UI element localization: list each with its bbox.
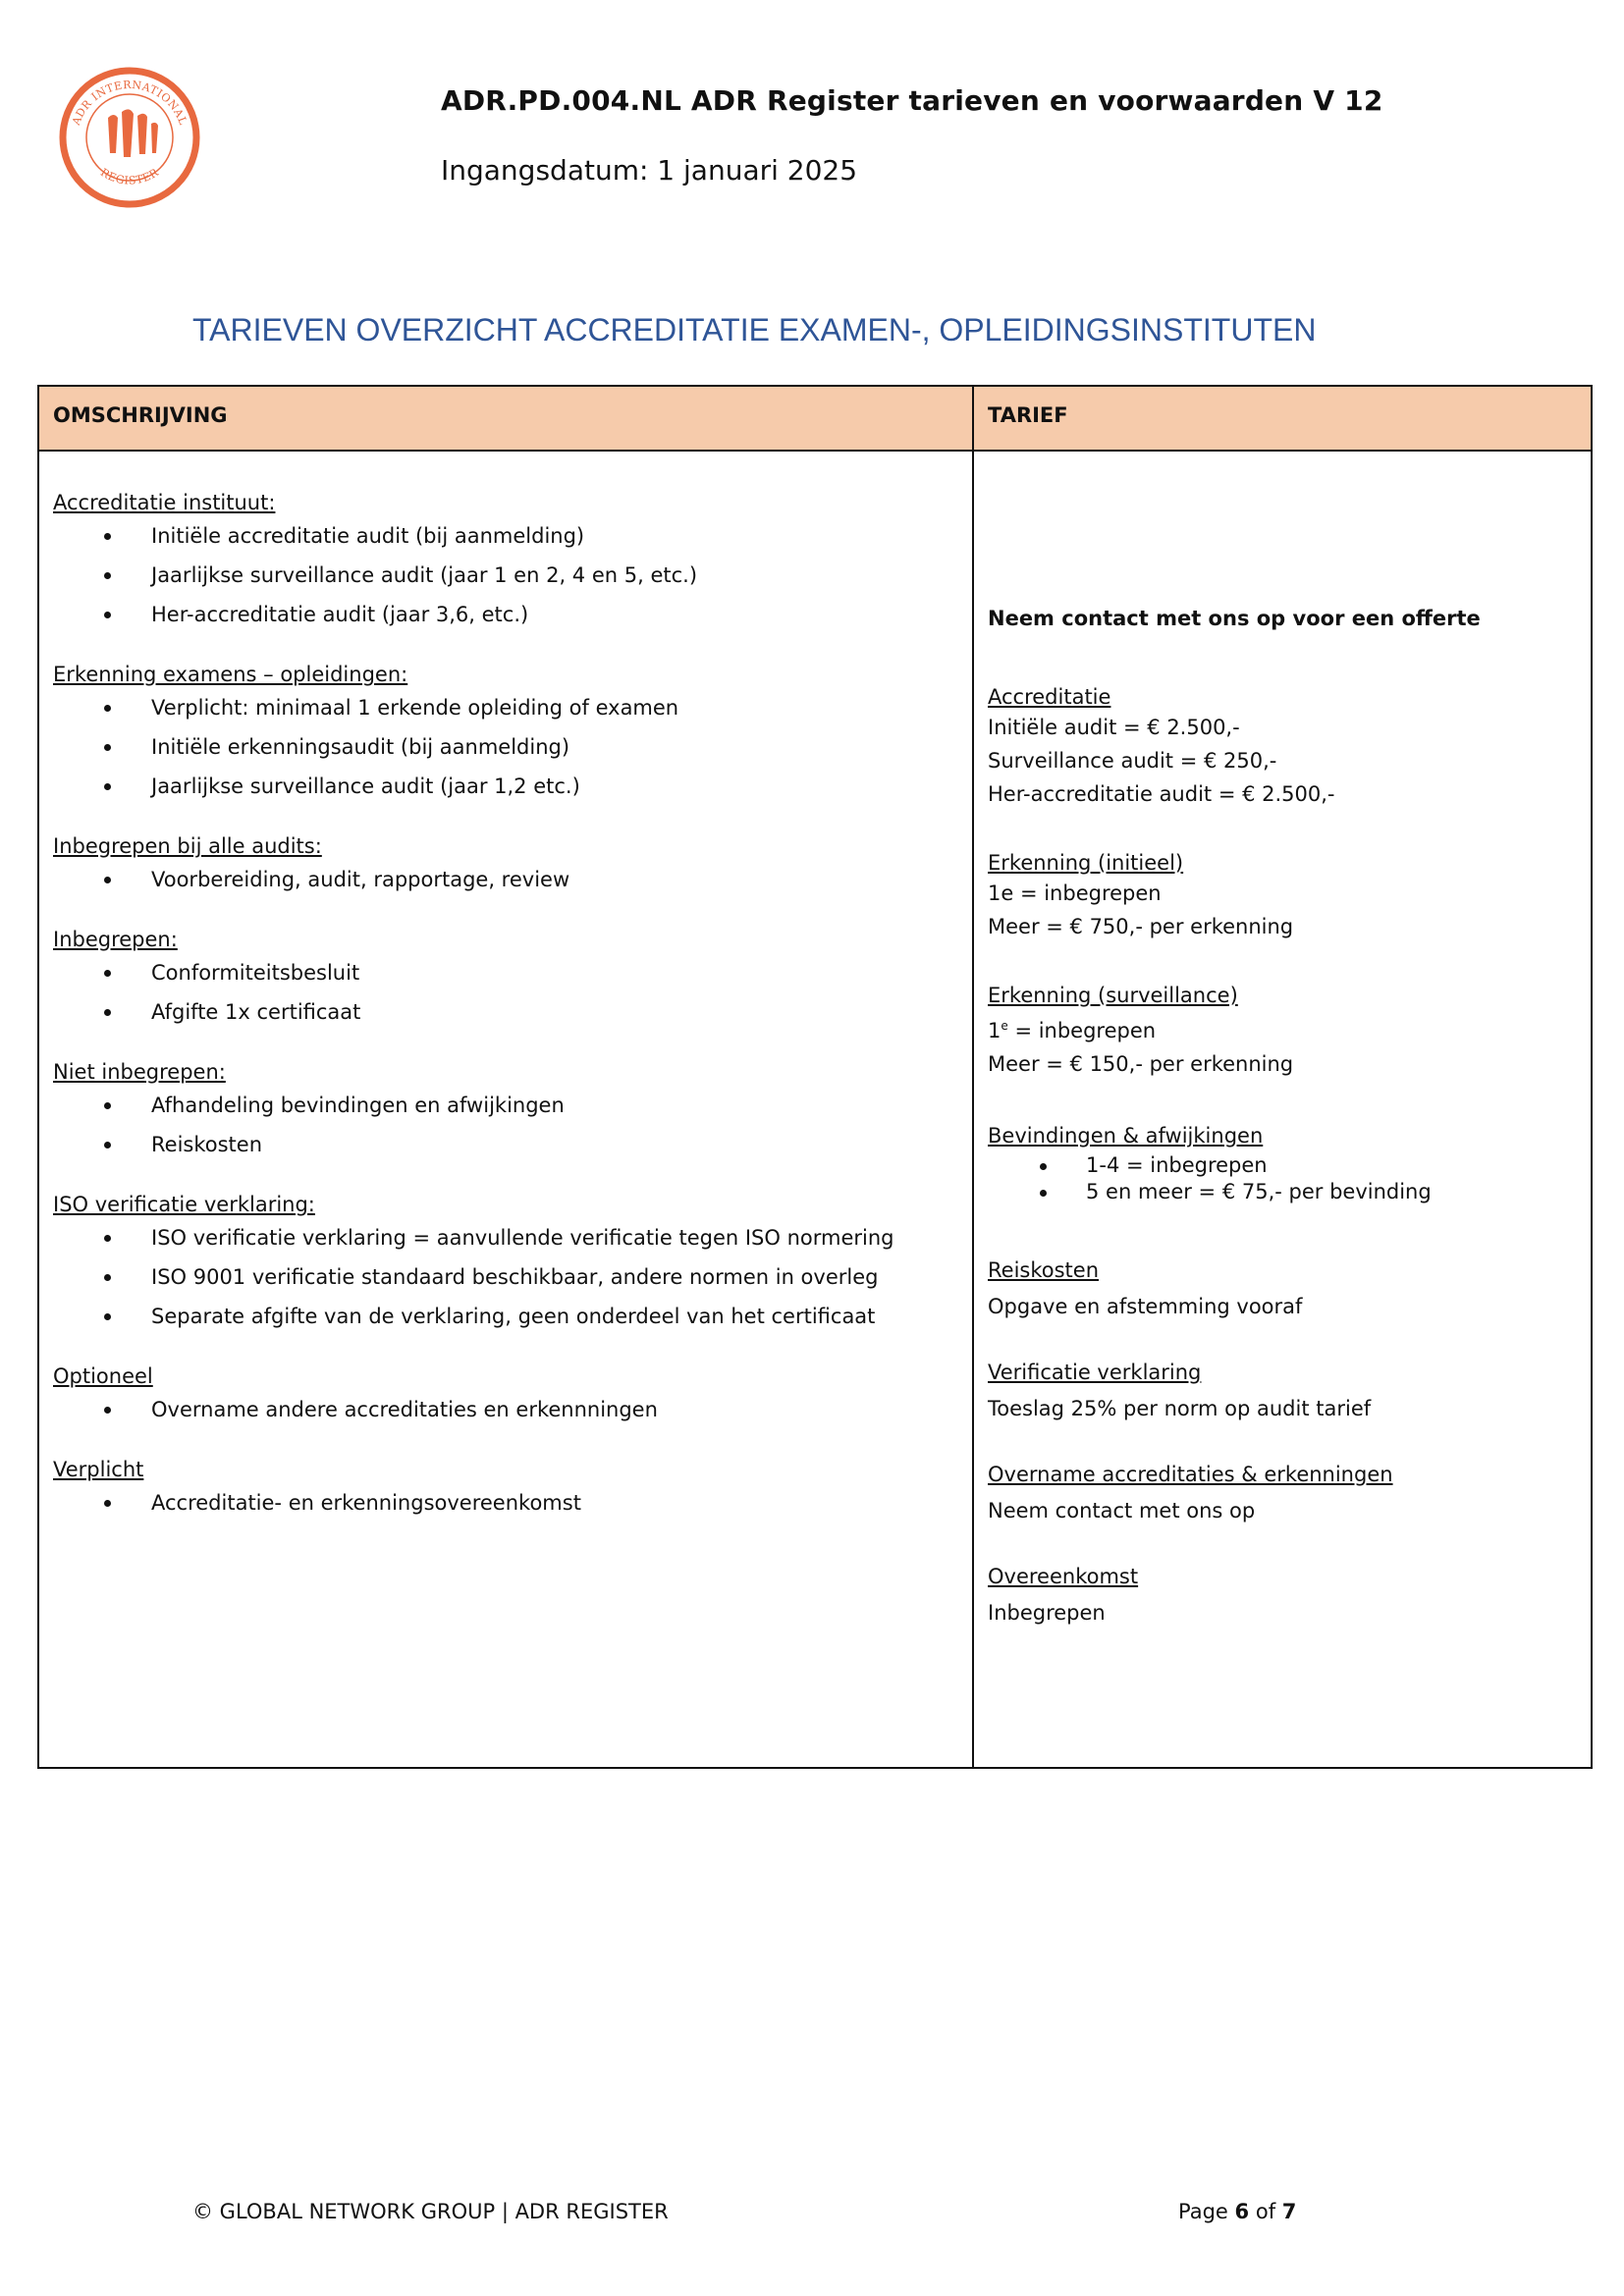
column-divider <box>972 387 974 1767</box>
tariff-accreditation <box>988 683 1577 811</box>
group-not-included <box>53 1058 966 1164</box>
list-item: Initiële erkenningsaudit (bij aanmelding) <box>53 727 966 767</box>
tariff-line: Initiële audit = € 2.500,- <box>988 716 1240 739</box>
list-item: ISO verificatie verklaring = aanvullende verificatie tegen ISO normering <box>53 1218 966 1257</box>
group-heading: Inbegrepen bij alle audits: <box>53 834 322 858</box>
section-title: TARIEVEN OVERZICHT ACCREDITATIE EXAMEN-, OPLEIDINGSINSTITUTEN <box>192 312 1317 347</box>
group-included-all-audits <box>53 832 966 899</box>
tariff-line: Her-accreditatie audit = € 2.500,- <box>988 782 1335 806</box>
tariff-table <box>37 385 1593 1769</box>
document-code-title: ADR.PD.004.NL ADR Register tarieven en voorwaarden V 12 <box>441 84 1383 117</box>
tariff-column <box>988 489 1577 1629</box>
list-item: Reiskosten <box>53 1125 966 1164</box>
group-accreditation-institute <box>53 489 966 634</box>
group-mandatory <box>53 1456 966 1522</box>
list-item: Voorbereiding, audit, rapportage, review <box>53 860 966 899</box>
list-item: Accreditatie- en erkenningsovereenkomst <box>53 1483 966 1522</box>
group-included <box>53 926 966 1032</box>
group-heading: Niet inbegrepen: <box>53 1060 226 1084</box>
logo-top-text: ADR INTERNATIONAL <box>69 78 190 128</box>
tariff-heading: Reiskosten <box>988 1258 1100 1282</box>
offer-note: Neem contact met ons op voor een offerte <box>988 607 1481 630</box>
tariff-line: Inbegrepen <box>988 1601 1106 1625</box>
list-item: Overname andere accreditaties en erkennningen <box>53 1390 966 1429</box>
tariff-line <box>988 1009 1577 1047</box>
tariff-heading: Bevindingen & afwijkingen <box>988 1124 1264 1148</box>
group-iso-verification <box>53 1191 966 1336</box>
tariff-line: 1e = inbegrepen <box>988 881 1162 905</box>
ordinal-suffix: e <box>1001 1019 1008 1033</box>
list-item: Initiële accreditatie audit (bij aanmelding) <box>53 516 966 556</box>
page-label: Page <box>1178 2200 1228 2223</box>
tariff-heading: Erkenning (surveillance) <box>988 984 1238 1007</box>
group-heading: Verplicht <box>53 1458 144 1481</box>
tariff-line: Opgave en afstemming vooraf <box>988 1295 1303 1318</box>
tariff-takeover <box>988 1461 1577 1527</box>
first-rest: = inbegrepen <box>1007 1019 1157 1042</box>
tariff-heading: Erkenning (initieel) <box>988 851 1184 875</box>
table-header-row <box>39 387 1591 452</box>
logo-bottom-text: REGISTER <box>98 166 161 187</box>
column-header-tariff: TARIEF <box>988 403 1068 427</box>
list-item: ISO 9001 verificatie standaard beschikbaar, andere normen in overleg <box>53 1257 966 1297</box>
tariff-heading: Verificatie verklaring <box>988 1361 1202 1384</box>
group-heading: Inbegrepen: <box>53 928 178 951</box>
tariff-heading: Accreditatie <box>988 685 1111 709</box>
tariff-line: Surveillance audit = € 250,- <box>988 749 1277 773</box>
tariff-line: Toeslag 25% per norm op audit tarief <box>988 1397 1372 1420</box>
tariff-line: Meer = € 750,- per erkenning <box>988 915 1294 938</box>
footer-copyright: © GLOBAL NETWORK GROUP | ADR REGISTER <box>192 2200 669 2223</box>
tariff-line: Neem contact met ons op <box>988 1499 1256 1522</box>
group-heading: ISO verificatie verklaring: <box>53 1193 315 1216</box>
list-item: Verplicht: minimaal 1 erkende opleiding of examen <box>53 688 966 727</box>
tariff-recognition-surveillance <box>988 982 1577 1081</box>
description-column <box>53 489 966 1549</box>
group-heading: Erkenning examens – opleidingen: <box>53 663 408 686</box>
group-heading: Accreditatie instituut: <box>53 491 276 514</box>
tariff-recognition-initial <box>988 849 1577 943</box>
tariff-findings <box>988 1119 1577 1205</box>
group-optional <box>53 1362 966 1429</box>
tariff-verification <box>988 1359 1577 1425</box>
page-total: 7 <box>1281 2200 1297 2223</box>
list-item: Her-accreditatie audit (jaar 3,6, etc.) <box>53 595 966 634</box>
effective-date: Ingangsdatum: 1 januari 2025 <box>441 154 858 187</box>
tariff-line: Meer = € 150,- per erkenning <box>988 1052 1294 1076</box>
footer-page-number <box>1178 2200 1296 2223</box>
list-item: Separate afgifte van de verklaring, geen onderdeel van het certificaat <box>53 1297 966 1336</box>
tariff-heading: Overname accreditaties & erkenningen <box>988 1463 1393 1486</box>
page-current: 6 <box>1234 2200 1250 2223</box>
group-recognition-exams <box>53 661 966 806</box>
list-item: Jaarlijkse surveillance audit (jaar 1,2 etc.) <box>53 767 966 806</box>
list-item: 5 en meer = € 75,- per bevinding <box>988 1179 1577 1205</box>
list-item: Afgifte 1x certificaat <box>53 992 966 1032</box>
page-of: of <box>1255 2200 1276 2223</box>
list-item: 1-4 = inbegrepen <box>988 1152 1577 1179</box>
tariff-heading: Overeenkomst <box>988 1565 1139 1588</box>
list-item: Afhandeling bevindingen en afwijkingen <box>53 1086 966 1125</box>
list-item: Jaarlijkse surveillance audit (jaar 1 en 2, 4 en 5, etc.) <box>53 556 966 595</box>
tariff-travel <box>988 1256 1577 1323</box>
first-number: 1 <box>988 1019 1001 1042</box>
group-heading: Optioneel <box>53 1364 153 1388</box>
tariff-agreement <box>988 1563 1577 1629</box>
list-item: Conformiteitsbesluit <box>53 953 966 992</box>
adr-register-logo <box>57 65 202 210</box>
column-header-description: OMSCHRIJVING <box>53 403 228 427</box>
